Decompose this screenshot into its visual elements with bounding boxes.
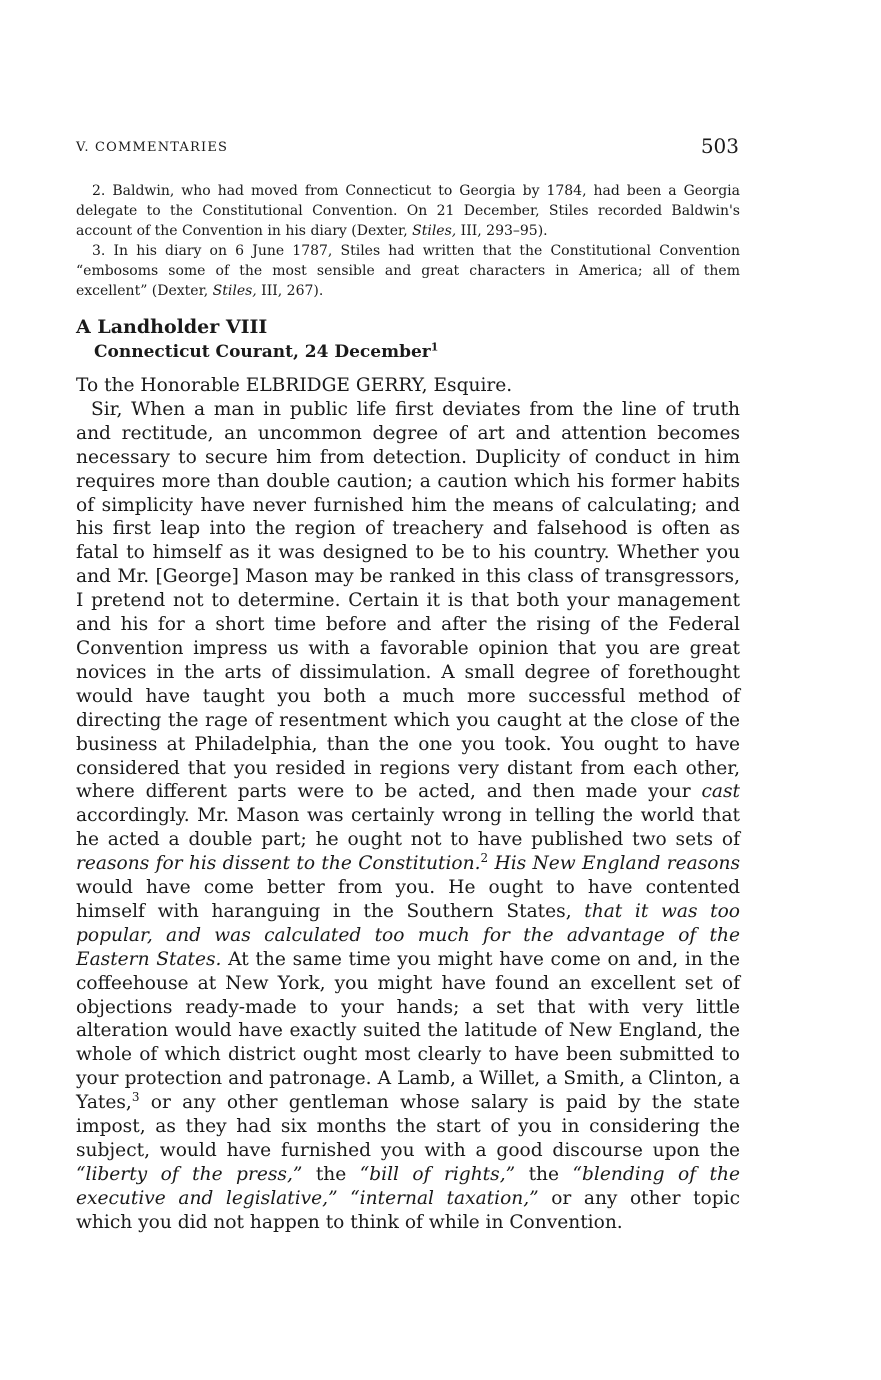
italic-run: His New England reasons [494,853,740,875]
italic-run: reasons for his dissent to the Constitution. [76,853,481,875]
page-number: 503 [700,134,739,158]
text-run [338,1188,351,1209]
text-run: At the same time you might have come on and, in the coffeehouse at New York, you might have found an excellent set of objections ready-made to your hands; a set that with very little alteration would have exactly suited the latitude of New England, the whole of which district ought most clearly to have been submitted to your protection and patronage. A Lamb, a Willet, a Smith, a Clinton, a Yates, [76,948,740,1114]
italic-run: that it was too popular, and was calculated too much for the advantage of the Eastern States. [76,900,740,970]
italic-run: “bill of rights,” [359,1163,516,1185]
italic-run: “liberty of the press,” [76,1163,303,1185]
footnote-italic: Stiles, [212,283,257,299]
text-run: would have come better from you. He ought to have contented himself with haranguing in the Southern States, [76,877,740,922]
salutation: To the Honorable ELBRIDGE GERRY, Esquire. [76,375,513,396]
text-run: Sir, When a man in public life first deviates from the line of truth and rectitude, an uncommon degree of art and attention becomes necessary to secure him from detection. Duplicity of conduct in him requires more than double caution; a caution which his former habits of simplicity have never furnished him the means of calculating; and his first leap into the region of treachery and falsehood is often as fatal to himself as it was designed to be to his country. Whether you and Mr. [George] Mason may be ranked in this class of transgressors, I pretend not to determine. Certain it is that both your management and his for a short time before and after the rising of the Federal Convention impress us with a favorable opinion that you are great novices in the arts of dissimulation. A small degree of forethought would have taught you both a much more successful method of directing the rage of resentment which you caught at the close of the business at Philadelphia, than the one you took. You ought to have considered that you resided in regions very distant from each other, where different parts were to be acted, and then made your [76,398,740,803]
article-subtitle [94,342,438,362]
italic-run: “blending of the executive and legislative,” [76,1163,740,1209]
footnote-text [76,181,740,241]
text-run: or any other topic which you did not happen to think of while in Convention. [76,1187,741,1233]
note-ref-2: 2 [480,850,489,865]
page-header [76,136,739,160]
footnote-body: 2. Baldwin, who had moved from Connecticut to Georgia by 1784, had been a Georgia delegate to the Constitutional Convention. On 21 December, Stiles recorded Baldwin's account of the Convention in his diary (Dexter, [76,183,740,239]
text-run: the [515,1163,573,1185]
footnote-2 [76,181,740,241]
italic-run: “internal taxation,” [350,1187,539,1209]
letter-paragraph [76,398,740,1235]
article-title: A Landholder VIII [76,316,268,338]
footnote-italic: Stiles, [412,223,457,239]
footnote-body: 3. In his diary on 6 June 1787, Stiles had written that the Constitutional Convention “embosoms some of the most sensible and great characters in America; all of them excellent” (Dexter, [76,243,740,299]
running-head: V. COMMENTARIES [76,140,229,155]
footnote-tail: III, 293–95). [456,223,548,239]
text-run: the [302,1163,360,1185]
letter-body [76,374,740,1235]
article-source: Connecticut Courant, 24 December [94,342,431,362]
footnotes [76,181,740,301]
footnote-text [76,241,740,301]
text-run: accordingly. Mr. Mason was certainly wrong in telling the world that he acted a double part; he ought not to have published two sets of [76,805,740,851]
note-ref-3: 3 [131,1090,140,1104]
text-run: or any other gentleman whose salary is paid by the state impost, as they had six months the start of you in considering the subject, would have furnished you with a good discourse upon the [76,1092,740,1161]
note-ref-1: 1 [430,340,439,354]
footnote-3 [76,241,740,301]
letter-text [76,398,740,1235]
italic-run: cast [701,781,740,803]
footnote-tail: III, 267). [256,283,324,299]
